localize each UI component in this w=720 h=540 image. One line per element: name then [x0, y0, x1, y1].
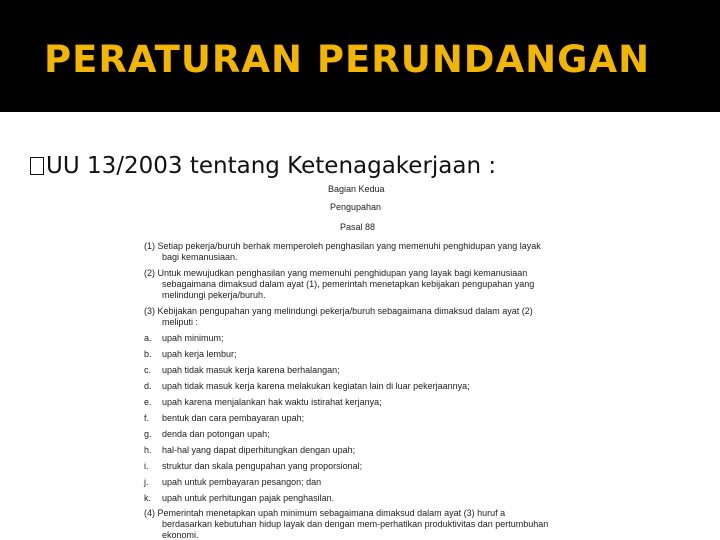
list-item: upah untuk perhitungan pajak penghasilan. [162, 493, 335, 503]
paragraph-3-line: meliputi : [162, 317, 199, 327]
section-name: Pengupahan [330, 202, 382, 212]
list-item: bentuk dan cara pembayaran upah; [162, 413, 305, 423]
subtitle-text: UU 13/2003 tentang Ketenagakerjaan : [46, 153, 497, 179]
slide-header [0, 0, 720, 112]
list-item: denda dan potongan upah; [162, 429, 270, 439]
slide-subtitle [30, 153, 496, 179]
paragraph-4-line: ekonomi. [162, 530, 199, 540]
paragraph-2-line: sebagaimana dimaksud dalam ayat (1), pemerintah menetapkan kebijakan pengupahan yang [162, 279, 535, 289]
section-heading: Bagian Kedua [328, 184, 385, 194]
list-item: upah untuk pembayaran pesangon; dan [162, 477, 322, 487]
list-item-marker: h. [144, 445, 152, 455]
list-item-marker: g. [144, 429, 152, 439]
list-item-marker: j. [144, 477, 149, 487]
list-item: hal-hal yang dapat diperhitungkan dengan upah; [162, 445, 356, 455]
list-item-marker: d. [144, 381, 152, 391]
bullet-glyph-icon [30, 157, 44, 175]
list-item-marker: a. [144, 333, 152, 343]
paragraph-1-line: (1) Setiap pekerja/buruh berhak memperoleh penghasilan yang memenuhi penghidupan yang layak [144, 241, 541, 251]
list-item: upah karena menjalankan hak waktu istirahat kerjanya; [162, 397, 382, 407]
paragraph-2-line: melindungi pekerja/buruh. [162, 290, 266, 300]
list-item-marker: b. [144, 349, 152, 359]
list-item-marker: i. [144, 461, 149, 471]
article-number: Pasal 88 [340, 222, 376, 232]
slide-title: PERATURAN PERUNDANGAN [44, 38, 651, 81]
paragraph-4-line: (4) Pemerintah menetapkan upah minimum sebagaimana dimaksud dalam ayat (3) huruf a [144, 508, 506, 518]
paragraph-3-line: (3) Kebijakan pengupahan yang melindungi pekerja/buruh sebagaimana dimaksud dalam ayat (2) [144, 306, 533, 316]
paragraph-4-line: berdasarkan kebutuhan hidup layak dan dengan mem-perhatikan produktivitas dan pertumbuhan [162, 519, 549, 529]
list-item: struktur dan skala pengupahan yang proporsional; [162, 461, 363, 471]
paragraph-1-line: bagi kemanusiaan. [162, 252, 238, 262]
list-item: upah tidak masuk kerja karena melakukan kegiatan lain di luar pekerjaannya; [162, 381, 470, 391]
list-item-marker: k. [144, 493, 152, 503]
list-item-marker: f. [144, 413, 150, 423]
list-item-marker: c. [144, 365, 152, 375]
paragraph-2-line: (2) Untuk mewujudkan penghasilan yang memenuhi penghidupan yang layak bagi kemanusiaan [144, 268, 528, 278]
list-item: upah kerja lembur; [162, 349, 237, 359]
list-item: upah minimum; [162, 333, 224, 343]
list-item-marker: e. [144, 397, 152, 407]
list-item: upah tidak masuk kerja karena berhalangan; [162, 365, 340, 375]
